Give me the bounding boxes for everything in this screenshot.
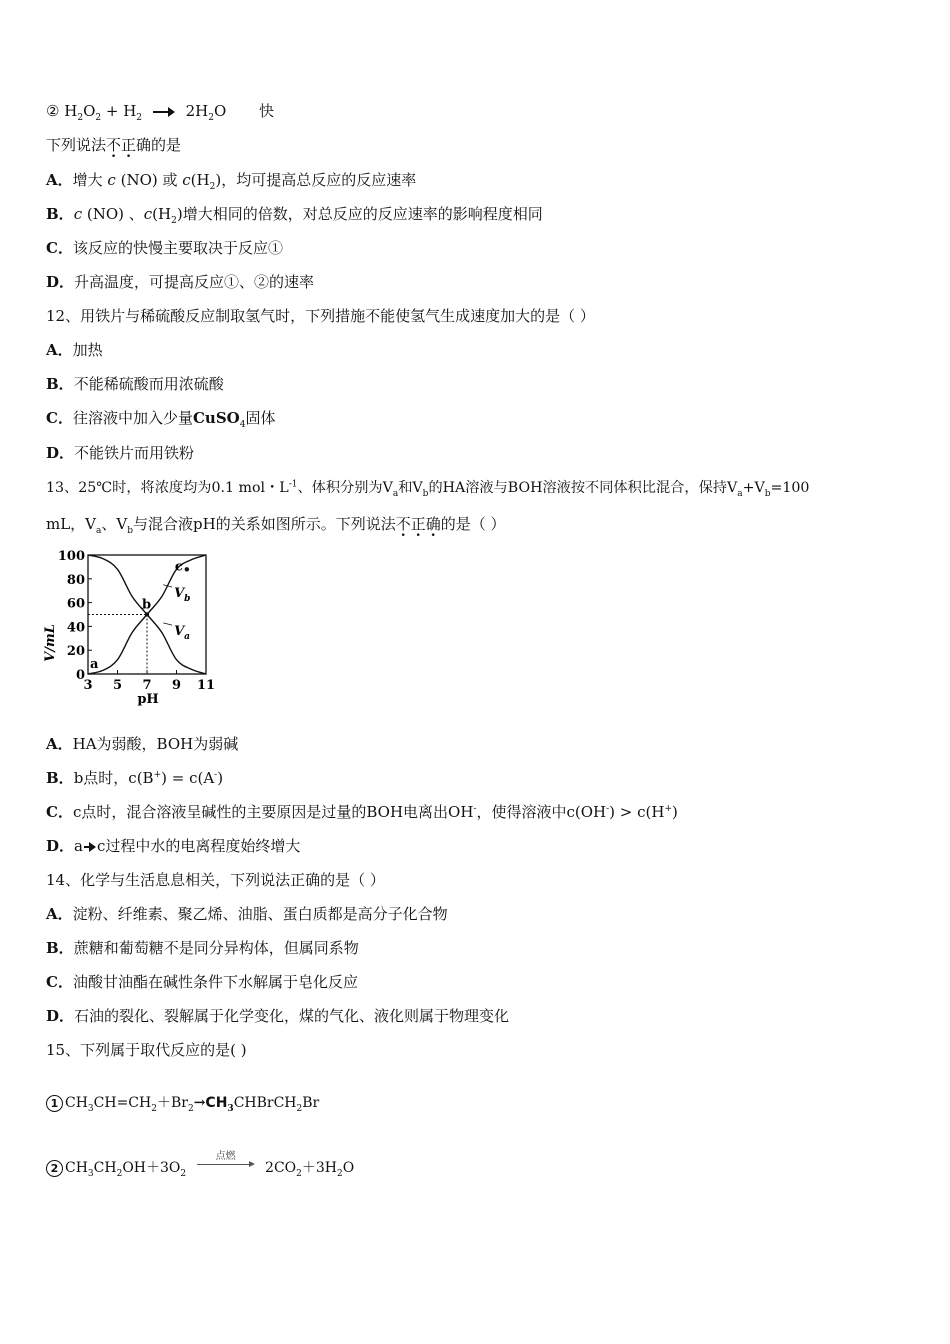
point-label-b: b	[142, 597, 152, 613]
point-label-c: c	[174, 559, 183, 575]
y-axis-label: V/mL	[43, 624, 58, 662]
q13-option-c: C．c点时，混合溶液呈碱性的主要原因是过量的BOH电离出OH-，使得溶液中c(OH-) > c(H+)	[46, 803, 678, 821]
series-label-vb: $V_b$	[174, 586, 191, 605]
chart-ticks	[58, 549, 215, 693]
y-tick-label: 80	[66, 572, 85, 588]
q14-stem: 14、化学与生活息息相关，下列说法正确的是（ ）	[46, 871, 385, 889]
q11-option-b: B．c (NO) 、$c(H_2)$增大相同的倍数，对总反应的反应速率的影响程度相同	[46, 205, 543, 226]
q13-option-a: A．HA为弱酸，BOH为弱碱	[46, 735, 239, 753]
y-tick-label: 40	[66, 620, 85, 636]
q11-option-c: C．该反应的快慢主要取决于反应①	[46, 239, 283, 257]
y-tick-label: 60	[66, 596, 85, 612]
x-tick-label: 9	[171, 678, 182, 693]
q11-option-d: D．升高温度，可提高反应①、②的速率	[46, 273, 315, 291]
reaction-arrow: →	[193, 1095, 206, 1111]
q15-reaction-1: 1 $CH_3CH=CH_2+Br_2\to CH_3CHBrCH_2Br$	[46, 1093, 319, 1113]
series-label-va: $V_a$	[174, 624, 191, 643]
q14-option-d: D．石油的裂化、裂解属于化学变化，煤的气化、液化则属于物理变化	[46, 1007, 510, 1025]
q12-option-c: C．往溶液中加入少量CuSO$_4$固体	[46, 409, 276, 430]
ph-volume-chart	[40, 545, 240, 715]
q13-option-d: D．a c过程中水的电离程度始终增大	[46, 837, 301, 855]
reaction-arrow-icon	[153, 107, 175, 117]
x-tick-label: 3	[83, 678, 93, 693]
series-leader	[163, 623, 172, 625]
circled-number-2: 2	[46, 1160, 63, 1177]
point-label-a: a	[90, 657, 99, 672]
point-c	[185, 567, 189, 571]
x-tick-label: 11	[196, 678, 216, 693]
q12-option-a: A．加热	[46, 341, 103, 359]
q12-stem: 12、用铁片与稀硫酸反应制取氢气时，下列措施不能使氢气生成速度加大的是（ ）	[46, 307, 595, 325]
q15-reaction-2: 2 $CH_3CH_2OH+3O_2$ 点燃 $2CO_2+3H_2O$	[46, 1158, 354, 1178]
q11-stem: 下列说法不正确的是	[46, 136, 182, 154]
y-tick-label: 20	[66, 644, 85, 660]
circled-number-1: 1	[46, 1095, 63, 1112]
arrow-icon	[84, 842, 96, 852]
y-tick-label: 0	[75, 668, 85, 683]
q12-option-d: D．不能铁片而用铁粉	[46, 444, 195, 462]
x-tick-label: 7	[142, 678, 152, 693]
point-b	[145, 612, 149, 616]
q14-option-c: C．油酸甘油酯在碱性条件下水解属于皂化反应	[46, 973, 358, 991]
x-axis-label: pH	[137, 692, 159, 707]
q15-stem: 15、下列属于取代反应的是( )	[46, 1041, 247, 1059]
y-tick-label: 100	[57, 549, 85, 564]
q14-option-a: A．淀粉、纤维素、聚乙烯、油脂、蛋白质都是高分子化合物	[46, 905, 448, 923]
ignition-arrow: 点燃	[197, 1158, 255, 1178]
x-tick-label: 5	[112, 678, 123, 693]
q13-option-b: B．b点时，c(B+) = c(A-)	[46, 769, 224, 787]
q12-option-b: B．不能稀硫酸而用浓硫酸	[46, 375, 224, 393]
q13-stem-line1: 13、25℃时，将浓度均为0.1 mol・$L^{-1}$、体积分别为$V_a$和$V_b$的HA溶液与BOH溶液按不同体积比混合，保持$V_a+V_b=100$	[46, 479, 810, 499]
q13-stem-line2: mL，$V_a$、$V_b$与混合液pH的关系如图所示。下列说法不正确的是（ ）	[46, 515, 506, 536]
q11-option-a: A．增大 c (NO) 或 $c(H_2)$，均可提高总反应的反应速率	[46, 171, 417, 192]
reaction-2-line: ② $H_2O_2 + H_2$ $2H_2O$ 快	[46, 102, 275, 123]
q14-option-b: B．蔗糖和葡萄糖不是同分异构体，但属同系物	[46, 939, 359, 957]
